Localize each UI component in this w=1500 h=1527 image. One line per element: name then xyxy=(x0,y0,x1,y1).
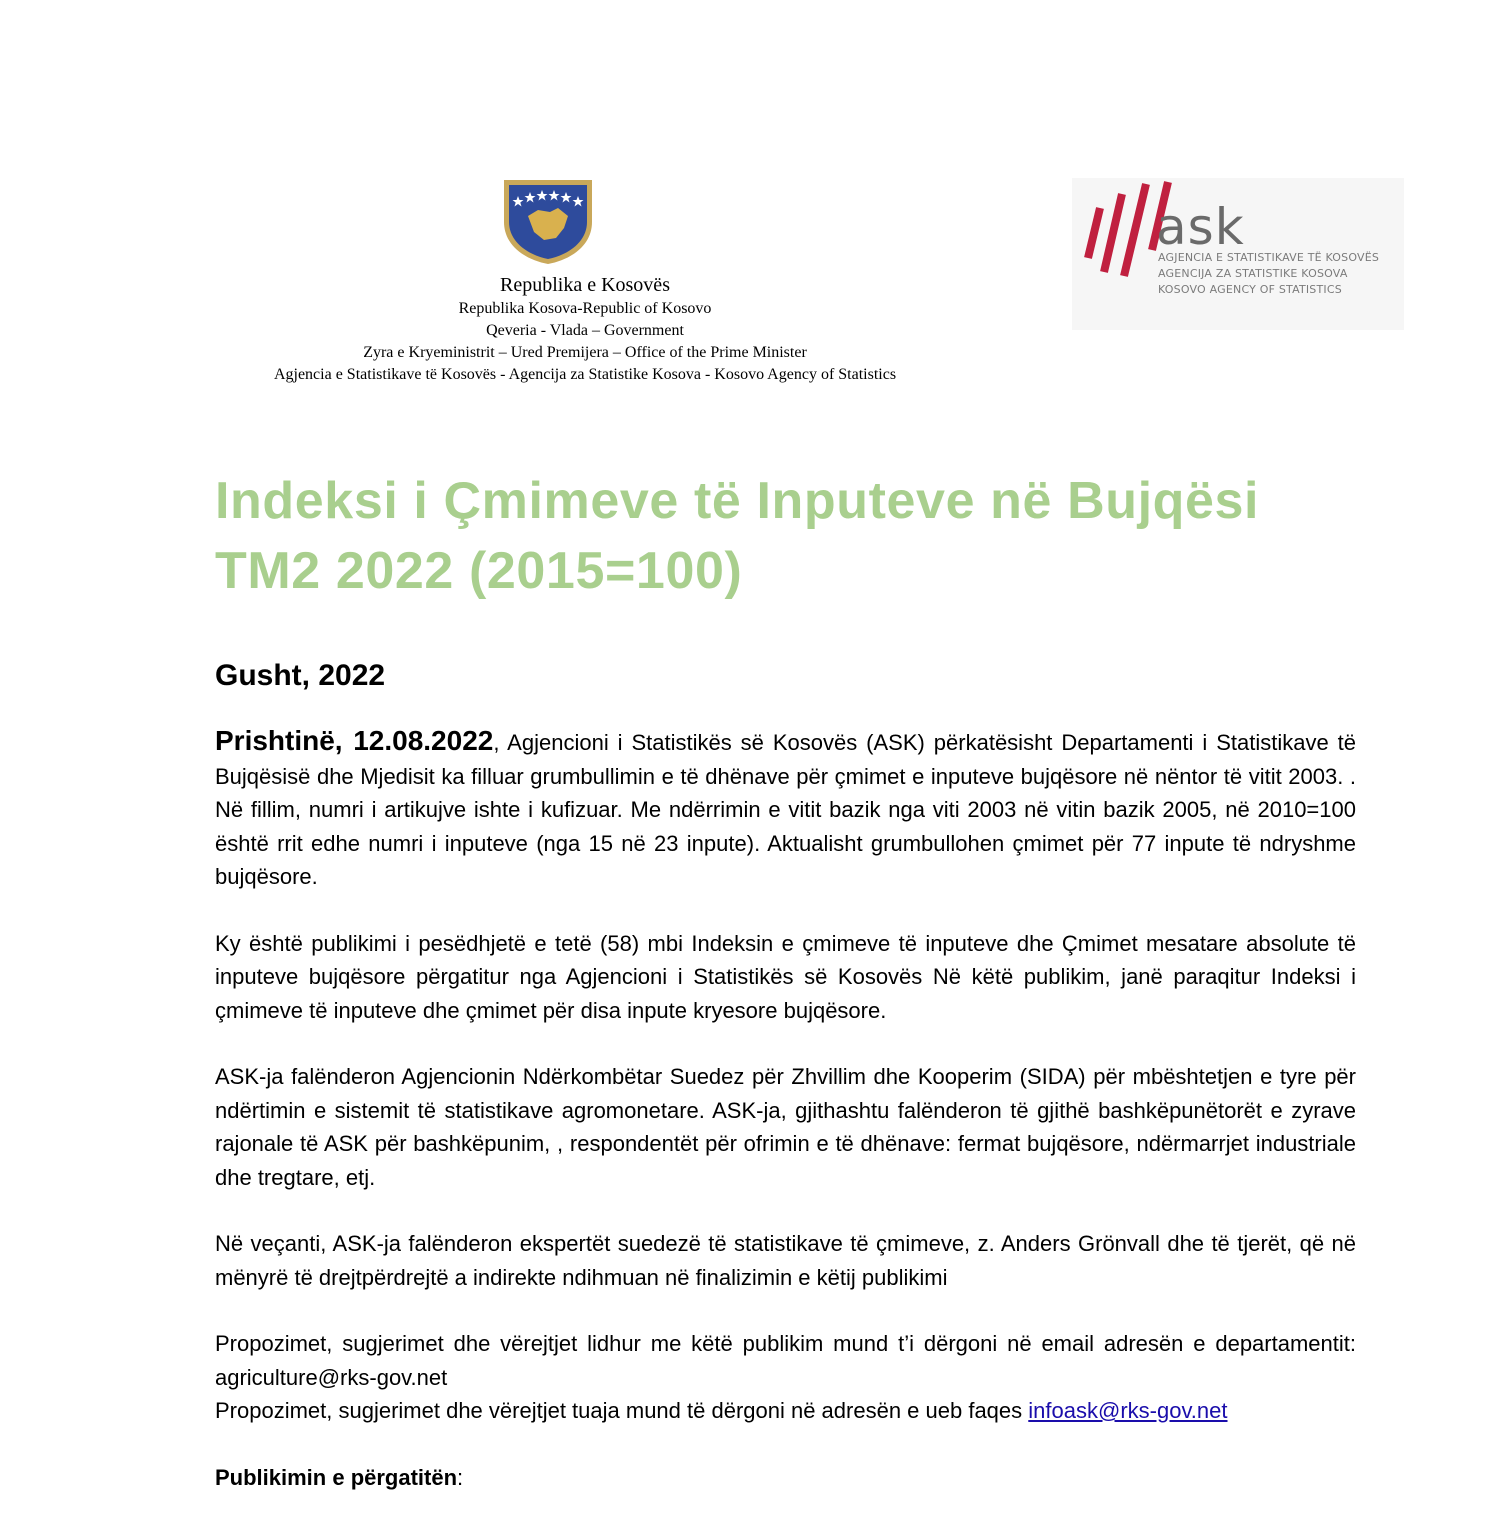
acknowledgement-paragraph: ASK-ja falënderon Agjencionin Ndërkombëtar Suedez për Zhvillim dhe Kooperim (SIDA) për mbështetjen e tyre për ndërtimin e sistemit të statistikave agromonetare. ASK-ja, gjithashtu falënderon të gjithë bashkëpunëtorët e zyrave rajonale të ASK për bashkëpunim, , respondentët për ofrimin e të dhënave: fermat bujqësore, ndërmarrjet industriale dhe tregtare, etj. xyxy=(215,1064,1356,1190)
intro-text: , Agjencioni i Statistikës së Kosovës (ASK) përkatësisht Departamenti i Statistikave të Bujqësisë dhe Mjedisit ka filluar grumbullimin e të dhënave për çmimet e inputeve bujqësore në nëntor të vitit 2003. . Në fillim, numri i artikujve ishte i kufizuar. Me ndërrimin e vitit bazik nga viti 2003 në vitin bazik 2005, në 2010=100 është rrit edhe numri i inputeve (nga 15 në 23 inpute). Aktualisht grumbullohen çmimet për 77 inpute të ndryshme bujqësore. xyxy=(215,730,1356,889)
kosovo-coat-of-arms-icon xyxy=(498,176,598,266)
title-line-1: Indeksi i Çmimeve të Inputeve në Bujqësi xyxy=(215,472,1260,530)
intro-paragraph xyxy=(215,724,1356,894)
contact-paragraph: Propozimet, sugjerimet dhe vërejtjet lidhur me këtë publikim mund t’i dërgoni në email adresën e departamentit: agriculture@rks-gov.net xyxy=(215,1331,1356,1390)
ask-wordmark: ask xyxy=(1156,198,1245,256)
publication-paragraph: Ky është publikimi i pesëdhjetë e tetë (58) mbi Indeksin e çmimeve të inputeve dhe Çmimet mesatare absolute të inputeve bujqësore përgatitur nga Agjencioni i Statistikës së Kosovës Në këtë publikim, janë paraqitur Indeksi i çmimeve të inputeve dhe çmimet për disa inpute kryesore bujqësore. xyxy=(215,930,1356,1023)
republic-subtitle: Republika Kosova-Republic of Kosovo xyxy=(458,300,712,317)
ask-logo xyxy=(1072,178,1404,330)
document-title xyxy=(215,466,1365,606)
document-body xyxy=(215,724,1356,1527)
experts-paragraph: Në veçanti, ASK-ja falënderon ekspertët suedezë të statistikave të çmimeve, z. Anders Grönvall dhe të tjerët, që në mënyrë të drejtpërdrejtë a indirekte ndihmuan në finalizimin e këtij publikimi xyxy=(215,1231,1356,1290)
government-line: Qeveria - Vlada – Government xyxy=(486,322,684,339)
website-paragraph xyxy=(215,1394,1356,1428)
republic-title: Republika e Kosovës xyxy=(500,274,670,296)
agency-line: Agjencia e Statistikave të Kosovës - Agencija za Statistike Kosova - Kosovo Agency of Statistics xyxy=(273,366,897,383)
prepared-by-colon: : xyxy=(457,1464,464,1490)
ask-name-serbian: AGENCIJA ZA STATISTIKE KOSOVA xyxy=(1158,267,1348,280)
prepared-by-label: Publikimin e përgatitën xyxy=(215,1464,458,1490)
infoask-email-link[interactable]: infoask@rks-gov.net xyxy=(1028,1398,1228,1423)
office-line: Zyra e Kryeministrit – Ured Premijera – Office of the Prime Minister xyxy=(363,344,807,361)
title-line-2: TM2 2022 (2015=100) xyxy=(215,542,743,600)
prepared-by xyxy=(215,1461,1356,1495)
website-text: Propozimet, sugjerimet dhe vërejtjet tuaja mund të dërgoni në adresën e ueb faqes xyxy=(215,1398,1029,1423)
ask-name-albanian: AGJENCIA E STATISTIKAVE TË KOSOVËS xyxy=(1158,251,1380,264)
place-date: Prishtinë, 12.08.2022 xyxy=(215,725,494,756)
date-heading: Gusht, 2022 xyxy=(215,659,386,692)
ask-agency-names xyxy=(1158,250,1379,298)
government-lines xyxy=(200,272,970,386)
ask-name-english: KOSOVO AGENCY OF STATISTICS xyxy=(1158,283,1342,296)
